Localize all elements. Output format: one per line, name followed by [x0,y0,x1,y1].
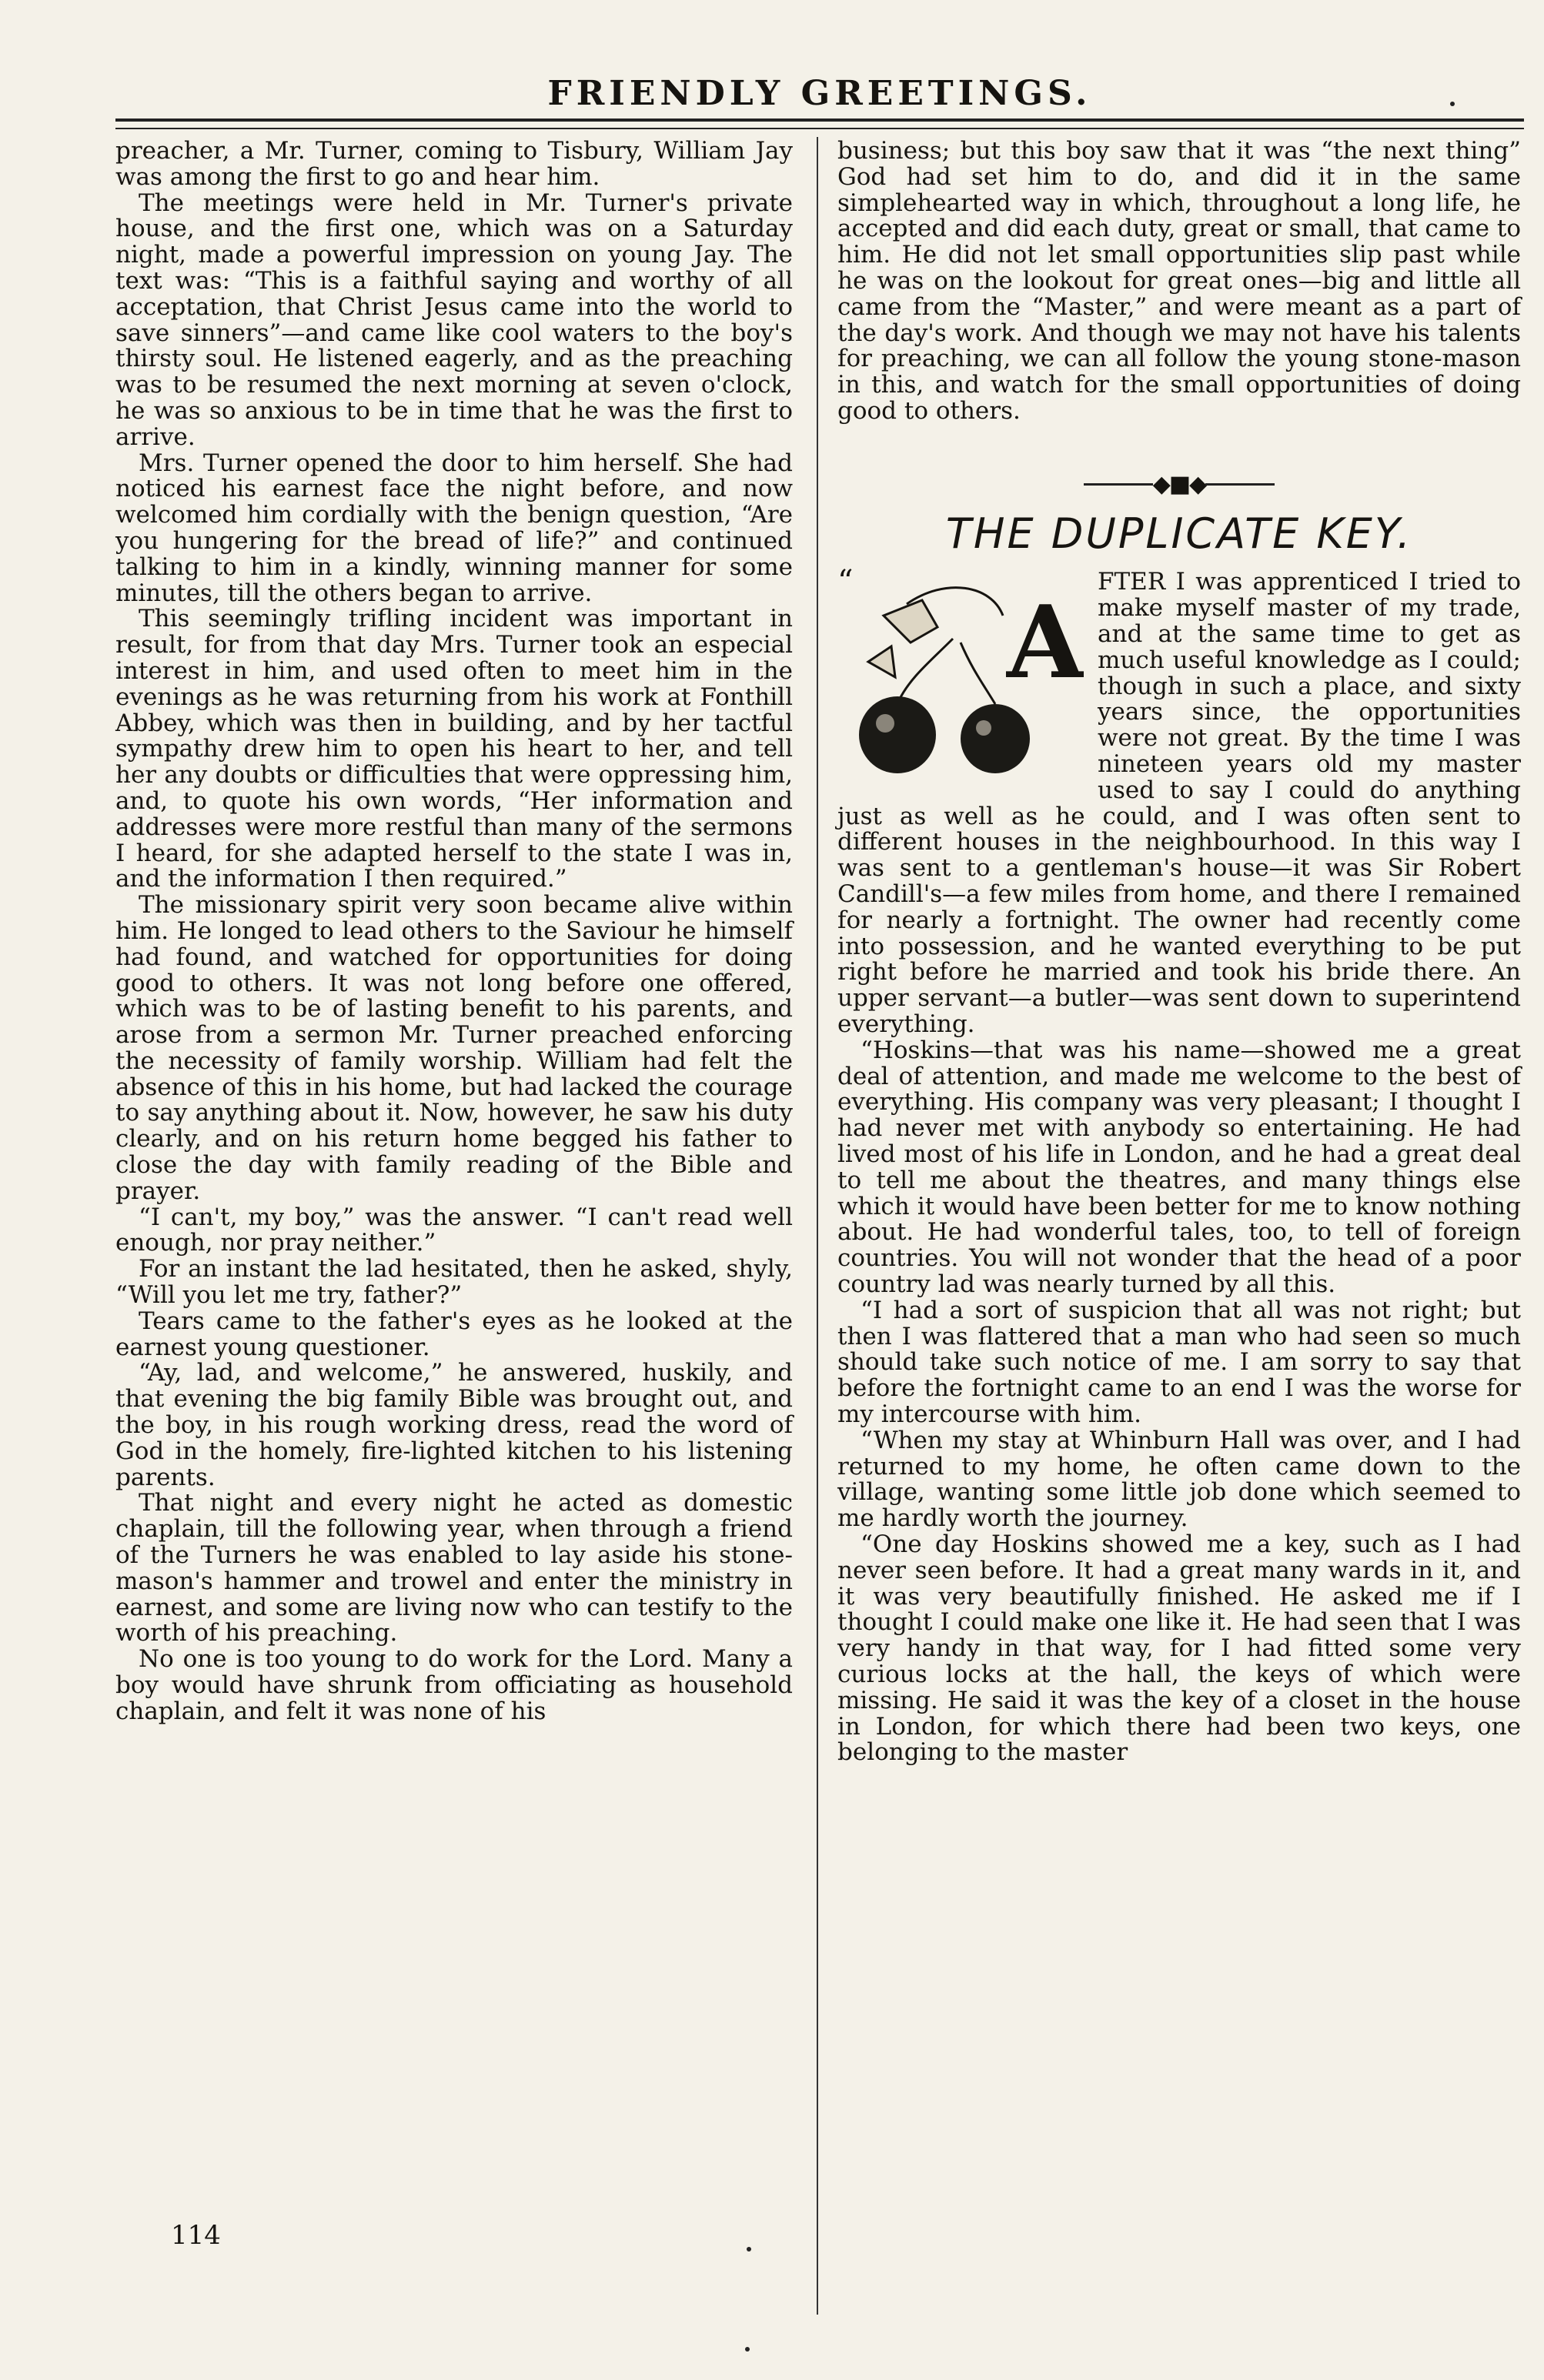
right-column [837,139,1521,1766]
paragraph: FTER I was apprenticed I tried to make myself master of my trade, and at the same time to get as much useful knowledge as I could; though in such a place, and sixty years since, the opportunities were not great. By the time I was nineteen years old my master used to say I could do anything just as well as he could, and I was often sent to different houses in the neighbourhood. In this way I was sent to a gentleman's house—it was Sir Robert Candill's—a few miles from home, and there I remained for nearly a fortnight. The owner had recently come into possession, and he wanted everything to be put right before he married and took his bride there. An upper servant—a butler—was sent down to superintend everything. [837,568,1521,1038]
section-ornament: ◆■◆ [837,471,1521,498]
masthead: FRIENDLY GREETINGS. [547,74,1092,113]
paragraph: “Hoskins—that was his name—showed me a great deal of attention, and made me welcome to the best of everything. His company was very pleasant; I thought I had never met with anybody so entertaining. He had lived most of his life in London, and he had a great deal to tell me about the theatres, and many things else which it would have been better for me to know nothing about. He had wonderful tales, too, to tell of foreign countries. You will not wonder that the head of a poor country lad was nearly turned by all this. [837,1036,1521,1298]
page-number: 114 [171,2220,221,2251]
paragraph: No one is too young to do work for the Lord. Many a boy would have shrunk from officiating as household chaplain, and felt it was none of his [115,1645,793,1725]
paragraph: “I had a sort of suspicion that all was not right; but then I was flattered that a man who had seen so much should take such notice of me. I am sorry to say that before the fortnight came to an end I was the worse for my intercourse with him. [837,1296,1521,1428]
drop-cap-letter: A [1007,583,1084,702]
paragraph: The missionary spirit very soon became alive within him. He longed to lead others to the Saviour he himself had found, and watched for opportunities for doing good to others. It was not long before one offered, which was to be of lasting benefit to his parents, and arose from a sermon Mr. Turner preached enforcing the necessity of family worship. William had felt the absence of this in his home, but had lacked the courage to say anything about it. Now, however, he saw his duty clearly, and on his return home begged his father to close the day with family reading of the Bible and prayer. [115,891,793,1205]
left-column [115,139,793,1725]
paragraph: preacher, a Mr. Turner, coming to Tisbury, William Jay was among the first to go and hear him. [115,137,793,191]
paragraph: “One day Hoskins showed me a key, such as I had never seen before. It had a great many wards in it, and it was very beautifully finished. He asked me if I thought I could make one like it. He had seen that I was very handy in that way, for I had fitted some very curious locks at the hall, the keys of which were missing. He said it was the key of a closet in the house in London, for which there had been two keys, one belonging to the master [837,1530,1521,1767]
print-speck [745,2347,750,2352]
column-divider [817,137,818,2315]
paragraph: Mrs. Turner opened the door to him herself. She had noticed his earnest face the night before, and now welcomed him cordially with the benign question, “Are you hungering for the bread of life?” and continued talking to him in a kindly, winning manner for some minutes, till the others began to arrive. [115,449,793,607]
paragraph: This seemingly trifling incident was important in result, for from that day Mrs. Turner took an especial interest in him, and used often to meet him in the evenings as he was returning from his work at Fonthill Abbey, which was then in building, and by her tactful sympathy drew him to open his heart to her, and tell her any doubts or difficulties that were oppressing him, and, to quote his own words, “Her information and addresses were more restful than many of the sermons I heard, for she adapted herself to the state I was in, and the information I then required.” [115,605,793,893]
paragraph: The meetings were held in Mr. Turner's private house, and the first one, which was on a Saturday night, made a powerful impression on young Jay. The text was: “This is a faithful saying and worthy of all acceptation, that Christ Jesus came into the world to save sinners”—and came like cool waters to the boy's thirsty soul. He listened eagerly, and as the preaching was to be resumed the next morning at seven o'clock, he was so anxious to be in time that he was the first to arrive. [115,189,793,451]
cherries-illustration-icon [837,564,1084,777]
open-quote: “ [837,564,854,600]
paragraph: That night and every night he acted as domestic chaplain, till the following year, when through a friend of the Turners he was enabled to lay aside his stone-mason's hammer and trowel and enter the ministry in earnest, and some are living now who can testify to the worth of his preaching. [115,1489,793,1647]
header-rule-thin [115,128,1524,129]
print-speck [747,2247,751,2251]
paragraph: “When my stay at Whinburn Hall was over, and I had returned to my home, he often came down to the village, wanting some little job done which seemed to me hardly worth the journey. [837,1426,1521,1533]
paragraph: business; but this boy saw that it was “the next thing” God had set him to do, and did it in the same simplehearted way in which, throughout a long life, he accepted and did each duty, great or small, that came to him. He did not let small opportunities slip past while he was on the lookout for great ones—big and little all came from the “Master,” and were meant as a part of the day's work. And though we may not have his talents for preaching, we can all follow the young stone-mason in this, and watch for the small opportunities of doing good to others. [837,137,1521,425]
header-rule [115,118,1524,122]
paragraph: “Ay, lad, and welcome,” he answered, huskily, and that evening the big family Bible was brought out, and the boy, in his rough working dress, read the word of God in the homely, fire-lighted kitchen to his listening parents. [115,1359,793,1491]
illustrated-drop-cap [837,564,1084,777]
paragraph: For an instant the lad hesitated, then he asked, shyly, “Will you let me try, father?” [115,1255,793,1310]
print-speck [1450,102,1455,106]
paragraph: Tears came to the father's eyes as he looked at the earnest young questioner. [115,1307,793,1361]
article-title: THE DUPLICATE KEY. [945,509,1413,558]
paragraph: “I can't, my boy,” was the answer. “I can't read well enough, nor pray neither.” [115,1203,793,1257]
